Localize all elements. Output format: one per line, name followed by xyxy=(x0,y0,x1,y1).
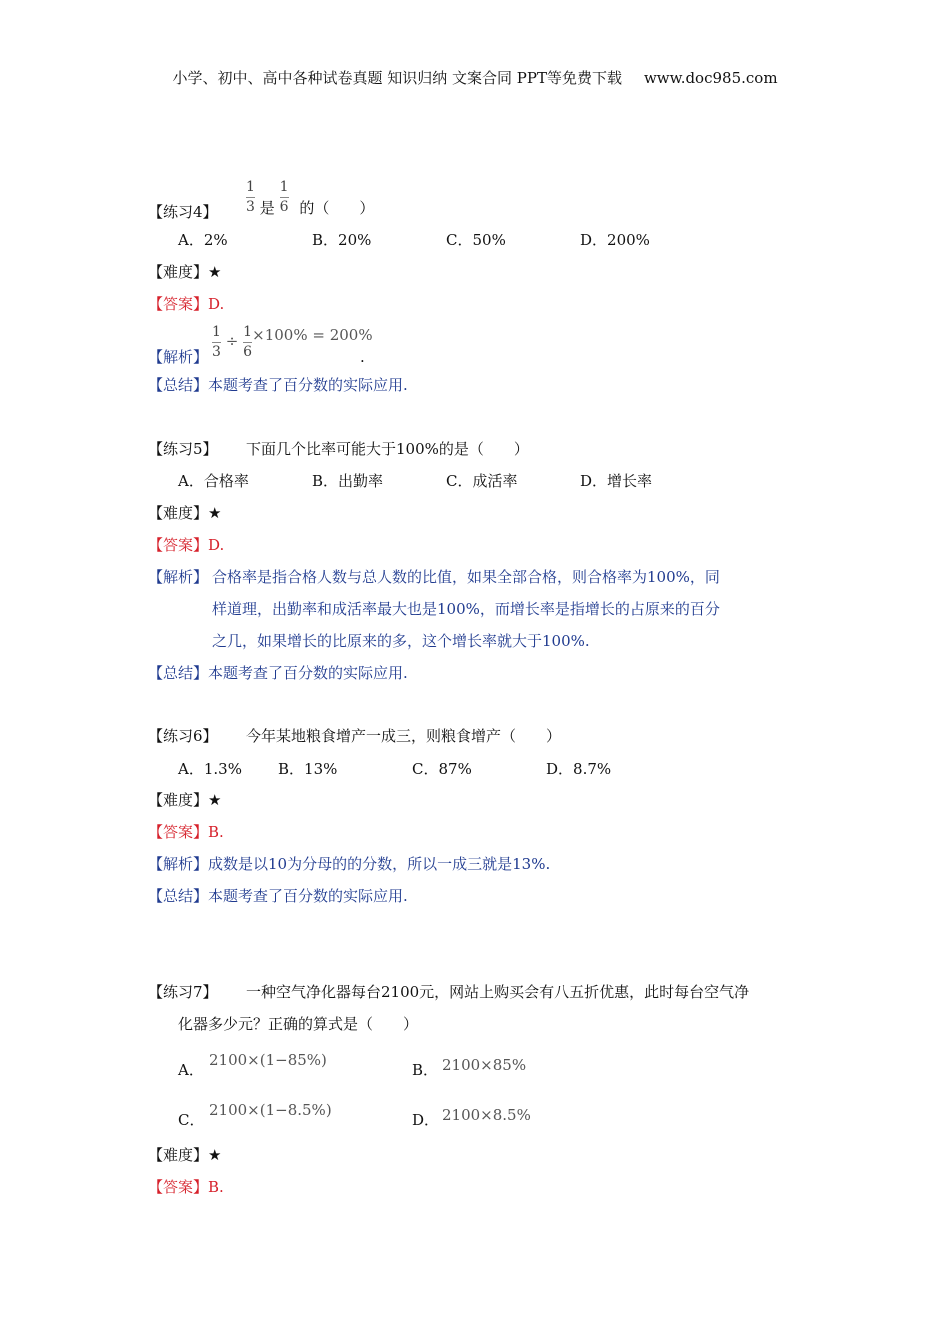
q4-analysis-frac2 xyxy=(243,325,252,359)
q7-option-d-formula: 2100×8.5% xyxy=(442,1106,531,1124)
q4-summary-text: 本题考查了百分数的实际应用. xyxy=(208,376,408,394)
q4-analysis-frac1-num: 1 xyxy=(212,324,221,340)
q6-answer xyxy=(148,825,224,840)
q5-label: 【练习5】 xyxy=(148,440,218,458)
q4-summary-label: 【总结】 xyxy=(148,376,209,394)
q7-difficulty xyxy=(148,1148,221,1163)
q4-frac1 xyxy=(246,180,255,214)
q7-option-a-formula: 2100×(1−85%) xyxy=(209,1051,327,1069)
q4-answer-label: 【答案】 xyxy=(148,295,209,313)
q5-difficulty-star: ★ xyxy=(208,504,222,522)
q6-difficulty-label: 【难度】 xyxy=(148,791,209,809)
q5-analysis-line2: 样道理，出勤率和成活率最大也是100%，而增长率是指增长的占原来的百分 xyxy=(212,600,720,618)
q6-analysis xyxy=(148,857,550,872)
q5-option-a: A．合格率 xyxy=(178,472,249,490)
q4-analysis-frac1 xyxy=(212,325,221,359)
q5-analysis-line1: 合格率是指合格人数与总人数的比值，如果全部合格，则合格率为100%，同 xyxy=(212,568,720,586)
q5-difficulty-label: 【难度】 xyxy=(148,504,209,522)
q5-summary-text: 本题考查了百分数的实际应用. xyxy=(208,664,408,682)
q4-summary xyxy=(148,378,408,393)
q6-summary xyxy=(148,889,408,904)
q7-option-b-label: B． xyxy=(412,1061,439,1079)
q7-stem-line2: 化器多少元？正确的算式是（ ） xyxy=(178,1015,419,1033)
q6-difficulty xyxy=(148,793,221,808)
q4-analysis-frac2-bar xyxy=(243,342,252,343)
q5-answer-label: 【答案】 xyxy=(148,536,209,554)
q4-analysis-formula xyxy=(212,325,373,359)
q4-frac1-num: 1 xyxy=(246,179,255,195)
q6-option-a: A．1.3% xyxy=(178,760,242,778)
q7-answer-label: 【答案】 xyxy=(148,1178,209,1196)
q4-stem-mid: 是 xyxy=(259,199,275,218)
q4-difficulty-label: 【难度】 xyxy=(148,263,209,281)
q4-option-d: D．200% xyxy=(580,231,650,249)
q7-option-c-label: C． xyxy=(178,1111,205,1129)
q7-difficulty-star: ★ xyxy=(208,1146,222,1164)
q5-option-b: B．出勤率 xyxy=(312,472,384,490)
q6-option-c: C．87% xyxy=(412,760,472,778)
q5-summary xyxy=(148,666,408,681)
q6-answer-value: B. xyxy=(208,823,224,841)
q4-frac2-bar xyxy=(280,197,289,198)
q5-option-d: D．增长率 xyxy=(580,472,653,490)
q4-frac2-den: 6 xyxy=(279,198,289,215)
q4-analysis-frac1-den: 3 xyxy=(212,343,221,360)
q5-summary-label: 【总结】 xyxy=(148,664,209,682)
q5-answer-value: D. xyxy=(208,536,225,554)
q6-analysis-text: 成数是以10为分母的的分数，所以一成三就是13%. xyxy=(208,855,551,873)
header-text: 小学、初中、高中各种试卷真题 知识归纳 文案合同 PPT等免费下载 xyxy=(172,69,622,87)
q7-option-d-label: D． xyxy=(412,1111,440,1129)
q6-analysis-label: 【解析】 xyxy=(148,855,209,873)
q4-difficulty-star: ★ xyxy=(208,263,222,281)
q4-stem xyxy=(246,179,375,218)
header-site: www.doc985.com xyxy=(643,69,778,87)
q4-answer xyxy=(148,297,224,312)
q7-answer-value: B. xyxy=(208,1178,224,1196)
q4-frac2-num: 1 xyxy=(279,179,289,195)
q7-difficulty-label: 【难度】 xyxy=(148,1146,209,1164)
q6-stem: 今年某地粮食增产一成三，则粮食增产（ ） xyxy=(246,727,562,745)
q5-difficulty xyxy=(148,506,221,521)
q4-analysis-rest: ×100% = 200% xyxy=(252,326,373,345)
q4-option-c: C．50% xyxy=(446,231,506,249)
q4-stem-tail: 的（ ） xyxy=(299,199,375,218)
q6-answer-label: 【答案】 xyxy=(148,823,209,841)
q5-stem: 下面几个比率可能大于100%的是（ ） xyxy=(246,440,529,458)
q7-option-b-formula: 2100×85% xyxy=(442,1056,527,1074)
q6-option-d: D．8.7% xyxy=(546,760,612,778)
q4-analysis-label: 【解析】 xyxy=(148,348,209,366)
page-header xyxy=(0,71,950,86)
q4-analysis-op: ÷ xyxy=(225,332,239,351)
q5-analysis-label: 【解析】 xyxy=(148,568,209,586)
q4-option-a: A．2% xyxy=(178,231,228,249)
q4-analysis-frac2-num: 1 xyxy=(243,324,253,340)
q7-answer xyxy=(148,1180,224,1195)
q4-option-b: B．20% xyxy=(312,231,372,249)
q4-label: 【练习4】 xyxy=(148,203,218,221)
q5-analysis-line3: 之几，如果增长的比原来的多，这个增长率就大于100%. xyxy=(212,632,590,650)
q5-answer xyxy=(148,538,224,553)
q4-frac2 xyxy=(280,180,289,214)
q6-label: 【练习6】 xyxy=(148,727,218,745)
q4-analysis-end: . xyxy=(360,348,365,366)
q4-difficulty xyxy=(148,265,221,280)
q7-option-a-label: A． xyxy=(178,1061,204,1079)
q4-analysis-frac2-den: 6 xyxy=(243,343,253,360)
q7-label: 【练习7】 xyxy=(148,983,218,1001)
q5-option-c: C．成活率 xyxy=(446,472,518,490)
q7-option-c-formula: 2100×(1−8.5%) xyxy=(209,1101,332,1119)
q7-stem-line1: 一种空气净化器每台2100元，网站上购买会有八五折优惠，此时每台空气净 xyxy=(246,983,750,1001)
q6-difficulty-star: ★ xyxy=(208,791,222,809)
q4-frac1-bar xyxy=(246,197,255,198)
q6-summary-text: 本题考查了百分数的实际应用. xyxy=(208,887,408,905)
q4-frac1-den: 3 xyxy=(246,198,255,215)
q6-summary-label: 【总结】 xyxy=(148,887,209,905)
q4-answer-value: D. xyxy=(208,295,225,313)
q4-analysis-frac1-bar xyxy=(212,342,221,343)
q6-option-b: B．13% xyxy=(278,760,338,778)
